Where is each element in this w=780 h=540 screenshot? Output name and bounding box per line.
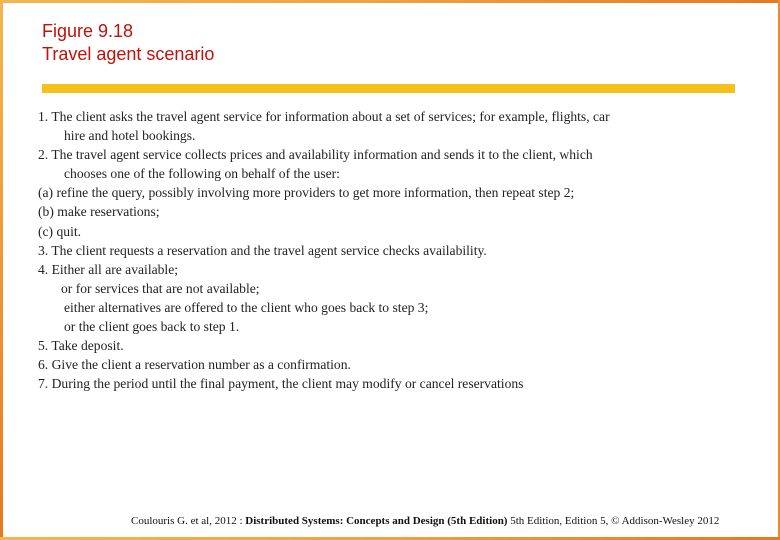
title-underline-bar [42, 84, 735, 93]
footer-book-title: Distributed Systems: Concepts and Design (5th Edition) [245, 515, 508, 527]
top-border [0, 0, 780, 3]
step-7: 7. During the period until the final payment, the client may modify or cancel reservations [38, 376, 524, 392]
footer-authors: Coulouris G. et al, 2012 : [131, 515, 246, 527]
option-b: (b) make reservations; [38, 204, 160, 220]
step-2-continued: chooses one of the following on behalf of the user: [64, 166, 340, 182]
step-4-alternatives: either alternatives are offered to the client who goes back to step 3; [64, 299, 429, 315]
step-2: 2. The travel agent service collects prices and availability information and sends it to the client, which [38, 147, 593, 163]
step-1: 1. The client asks the travel agent service for information about a set of services; for example, flights, car [38, 109, 610, 124]
left-border [0, 0, 3, 540]
scenario-text [38, 107, 738, 393]
step-6: 6. Give the client a reservation number as a confirmation. [38, 357, 351, 373]
option-a: (a) refine the query, possibly involving more providers to get more information, then repeat step 2; [38, 185, 575, 201]
citation-footer [131, 515, 776, 527]
step-4-case-unavailable: or for services that are not available; [61, 280, 260, 296]
title-line-2: Travel agent scenario [42, 44, 215, 64]
step-1-continued: hire and hotel bookings. [64, 128, 196, 144]
slide-title [42, 20, 214, 66]
title-line-1: Figure 9.18 [42, 21, 134, 41]
step-5: 5. Take deposit. [38, 338, 124, 354]
step-4: 4. Either all are available; [38, 261, 179, 277]
option-c: (c) quit. [38, 223, 82, 239]
step-3: 3. The client requests a reservation and the travel agent service checks availability. [38, 242, 487, 258]
footer-edition: 5th Edition, Edition 5, © Addison-Wesley 2012 [507, 515, 720, 527]
step-4-back-to-start: or the client goes back to step 1. [64, 319, 240, 335]
